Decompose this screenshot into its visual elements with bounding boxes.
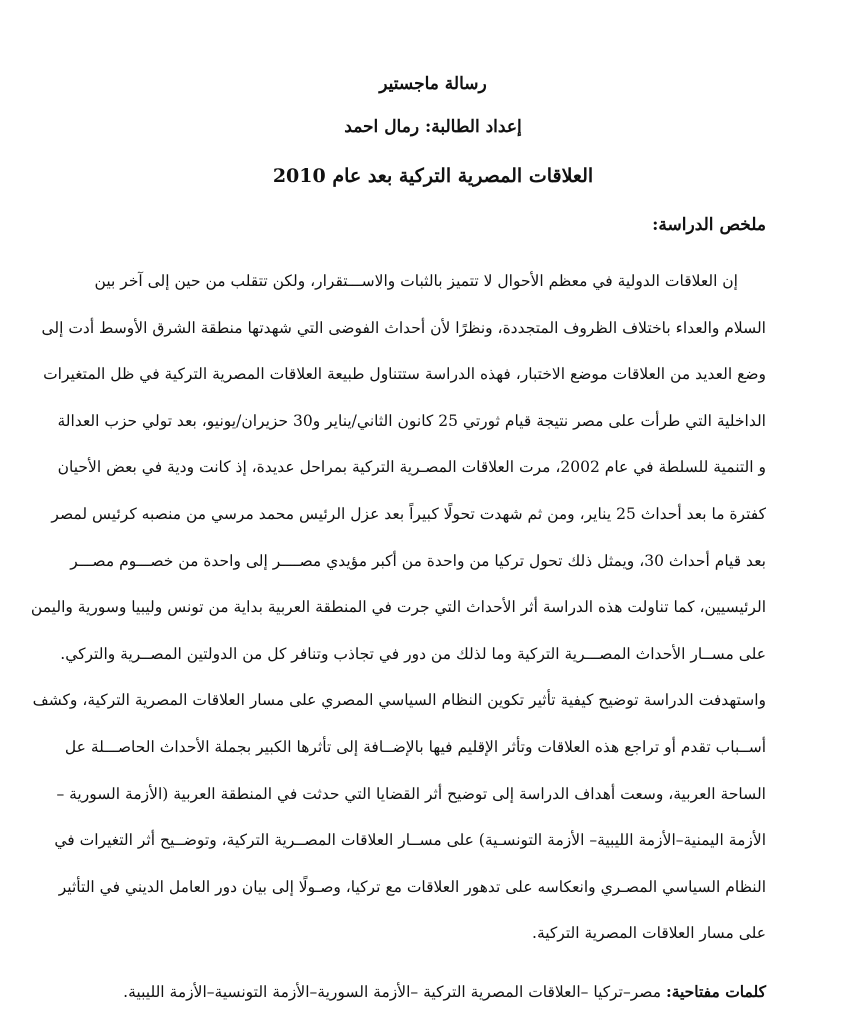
abstract-line: الداخلية التي طرأت على مصر نتيجة قيام ثورتي 25 كانون الثاني/يناير و30 حزيران/يونيو، بعد تولي حزب العدالة [57,412,766,430]
abstract-line: على مسار العلاقات المصرية التركية. [532,924,766,942]
abstract-heading: ملخص الدراسة: [652,215,766,235]
abstract-line: كفترة ما بعد أحداث 25 يناير، ومن ثم شهدت تحولًا كبيراً بعد عزل الرئيس محمد مرسي من منصبه كرئيس لمصر [51,505,766,523]
abstract-line: وضع العديد من العلاقات موضع الاختبار، فهذه الدراسة ستتناول طبيعة العلاقات المصرية التركية في ظل المتغيرات [43,365,766,383]
keywords-line [123,982,766,1001]
abstract-line: الساحة العربية، وسعت أهداف الدراسة إلى توضيح أثر القضايا التي حدثت في المنطقة العربية (الأزمة السورية – [56,785,766,803]
document-type-label: رسالة ماجستير [379,74,487,94]
abstract-line: النظام السياسي المصـري وانعكاسه على تدهور العلاقات مع تركيا، وصـولًا إلى بيان دور العامل الديني في التأثير [58,878,766,896]
document-title: العلاقات المصرية التركية بعد عام 2010 [272,165,594,187]
author-line: إعداد الطالبة: رمال احمد [344,117,522,137]
abstract-line: إن العلاقات الدولية في معظم الأحوال لا تتميز بالثبات والاســـتقرار، ولكن تتقلب من حين إلى آخر بين [94,272,738,290]
abstract-line: بعد قيام أحداث 30، ويمثل ذلك تحول تركيا من واحدة من أكبر مؤيدي مصــــر إلى واحدة من خصـــوم مصـــر [70,552,766,570]
abstract-line: السلام والعداء باختلاف الظروف المتجددة، ونظرًا لأن أحداث الفوضى التي شهدتها منطقة الشرق الأوسط أدت إلى [41,319,766,337]
keywords-text: مصر–تركيا –العلاقات المصرية التركية –الأزمة السورية–الأزمة التونسية–الأزمة الليبية. [123,983,666,1001]
keywords-label: كلمات مفتاحية: [665,982,766,1001]
abstract-line: الأزمة اليمنية–الأزمة الليبية– الأزمة التونسـية) على مســار العلاقات المصــرية التركية، وتوضــيح أثر التغيرات في [54,831,766,849]
abstract-line: على مســار الأحداث المصـــرية التركية وما لذلك من دور في تجاذب وتنافر كل من الدولتين المصــرية والتركي. [60,645,766,663]
abstract-line: و التنمية للسلطة في عام 2002، مرت العلاقات المصـرية التركية بمراحل عديدة، إذ كانت ودية في بعض الأحيان [57,458,766,476]
abstract-line: واستهدفت الدراسة توضيح كيفية تأثير تكوين النظام السياسي المصري على مسار العلاقات المصرية التركية، وكشف [32,691,766,709]
abstract-line: الرئيسيين، كما تناولت هذه الدراسة أثر الأحداث التي جرت في المنطقة العربية بداية من تونس وليبيا وسورية واليمن [30,598,766,616]
abstract-line: أســباب تقدم أو تراجع هذه العلاقات وتأثر الإقليم فيها بالإضــافة إلى تأثرها الكبير بجملة الأحداث الحاصـــلة عل [64,738,766,756]
